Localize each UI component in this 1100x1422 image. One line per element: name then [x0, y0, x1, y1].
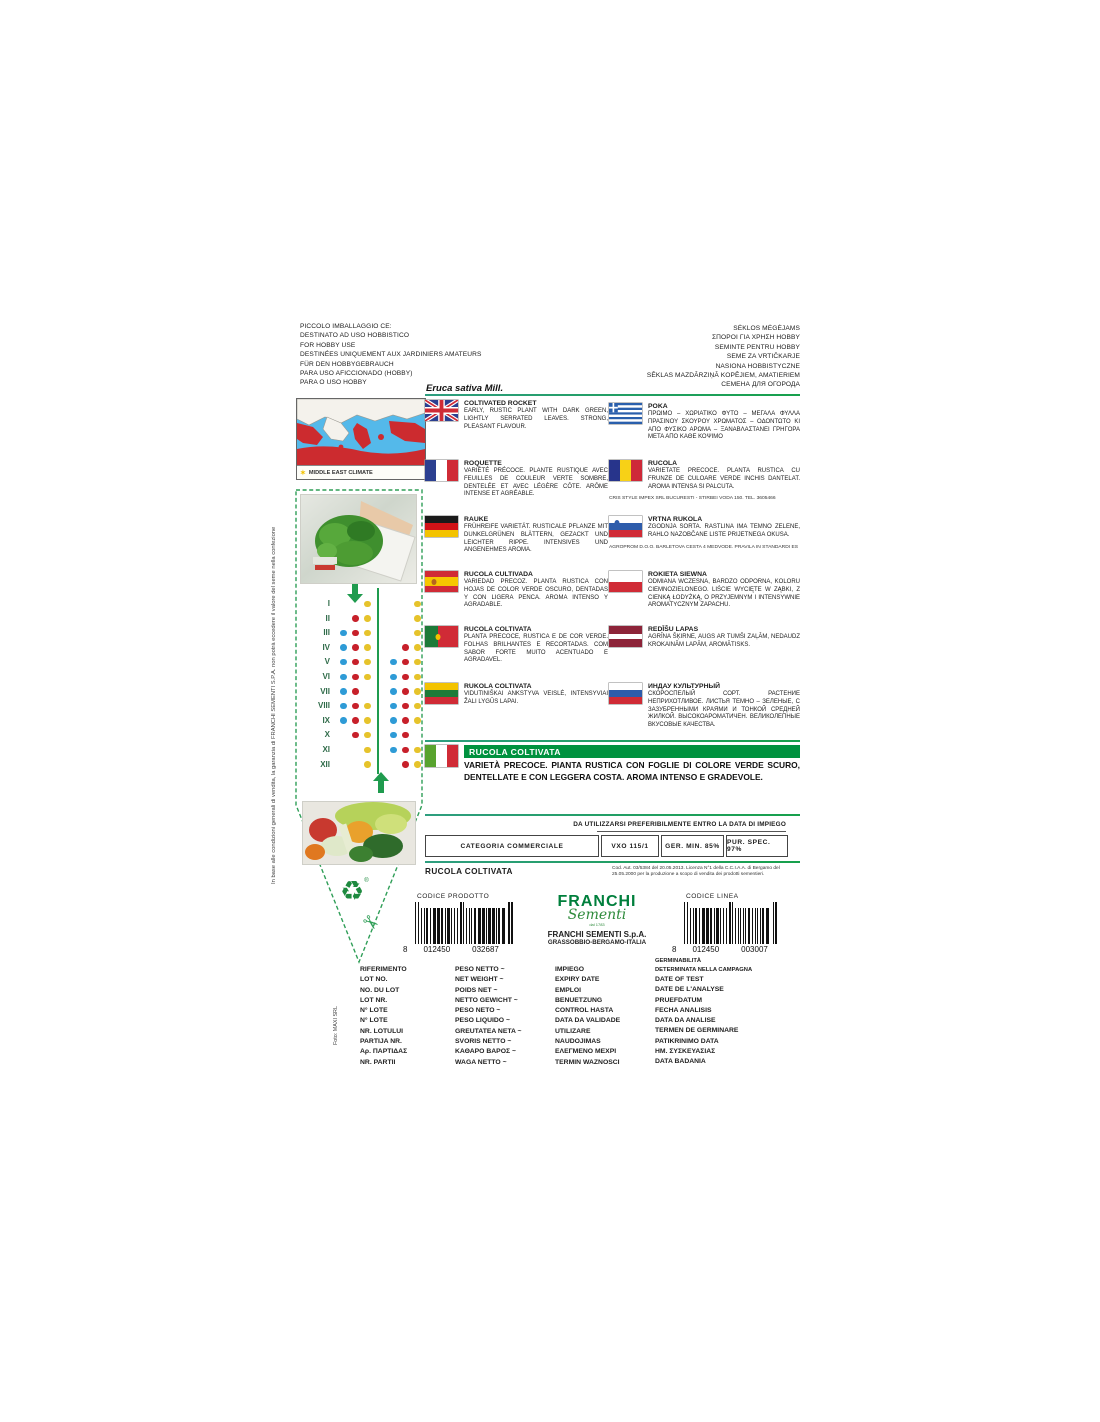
barcode-bar [454, 908, 455, 944]
footer-field-label: DETERMINATA NELLA CAMPAGNA [655, 967, 753, 973]
climate-map [296, 398, 426, 480]
barcode-bar [474, 908, 477, 944]
footer-field-label: DATA DA ANALISE [655, 1017, 716, 1025]
calendar-month-label: I [327, 599, 330, 608]
lot-box: VXO 115/1 [601, 835, 659, 857]
calendar-harvest-dot [402, 688, 409, 695]
hobby-use-notes-left [300, 322, 481, 388]
barcode-bar [755, 908, 756, 944]
barcode-bar [702, 908, 705, 944]
distributor-note: CRIS STYLE IMPEX SRL BUCURESTI - STIRBEI VODA 150. TEL. 3605466 [609, 496, 776, 502]
barcode-bar [752, 908, 753, 944]
barcode-bar [729, 902, 730, 944]
language-block-portuguese [425, 626, 608, 665]
calendar-month-label: IX [322, 715, 330, 725]
commercial-category-box: CATEGORIA COMMERCIALE [425, 835, 599, 857]
barcode-bar [732, 902, 733, 944]
barcode-bar [463, 902, 464, 944]
logo-since: dal 1783 [589, 922, 605, 927]
calendar-harvest-dot [414, 717, 421, 724]
barcode-bar [418, 902, 419, 944]
language-title: RAUKE [464, 516, 489, 523]
purity-box: PUR. SPEC. 97% [726, 835, 788, 857]
footer-field-label: GREUTATEA NETA ~ [455, 1027, 522, 1035]
barcode-bar [723, 908, 724, 944]
latvia-flag [609, 626, 642, 647]
logo-script-wordmark: Sementi [567, 907, 627, 923]
calendar-sowing-dot [340, 659, 347, 666]
calendar-month-label: VI [322, 672, 330, 681]
calendar-harvest-dot [414, 615, 421, 622]
footer-col-lot-reference [360, 965, 407, 1068]
barcode-bar [441, 908, 443, 944]
barcode-bar [693, 908, 694, 944]
franchi-logo [537, 894, 657, 947]
calendar-sowing-dot [340, 644, 347, 651]
calendar-harvest-dot [390, 674, 397, 681]
footer-field-label: IMPIEGO [555, 966, 585, 973]
barcode-bar [426, 908, 428, 944]
calendar-sowing-dot [364, 761, 371, 768]
poland-flag [609, 571, 642, 592]
hobby-note-line: FÜR DEN HOBBYGEBRAUCH [300, 360, 394, 368]
barcode-bar [498, 908, 500, 944]
language-text: FRÜHREIFE VARIETÄT. RUSTICALE PFLANZE MIT DUNKELGRÜNEN BLÄTTERN, GEZACKT UND LEICHTER RIPPE. INTENSIVES UND ANGENEHMES AROMA. [464, 524, 608, 554]
footer-field-label: NETTO GEWICHT ~ [455, 996, 518, 1004]
barcode-bar [775, 902, 776, 944]
line-barcode [672, 893, 832, 954]
germination-box: GER. MIN. 85% [661, 835, 724, 857]
lithuania-flag [425, 683, 458, 704]
footer-field-label: SVORIS NETTO ~ [455, 1038, 512, 1046]
barcode-bar [508, 902, 509, 944]
calendar-sowing-dot [364, 703, 371, 710]
footer-field-label: EXPIRY DATE [555, 976, 600, 984]
footer-field-label: ΕΛΕΓΜΕΝΟ ΜΕΧΡΙ [555, 1048, 617, 1056]
footer-field-label: GERMINABILITÀ [655, 958, 702, 964]
calendar-month-label: II [325, 613, 330, 623]
footer-field-label: NAUDOJIMAS [555, 1038, 601, 1046]
greece-flag [609, 403, 642, 424]
footer-field-label: PATIKRINIMO DATA [655, 1037, 719, 1045]
calendar-harvest-dot [390, 659, 397, 666]
barcode-lead-digit: 8 [403, 945, 408, 954]
calendar-harvest-dot [402, 732, 409, 739]
language-title: VRTNA RUKOLA [648, 516, 703, 523]
barcode-bar [714, 908, 715, 944]
slovenia-flag [609, 516, 642, 537]
footer-field-label: DATE DE L'ANALYSE [655, 986, 724, 994]
barcode-bar [690, 908, 691, 944]
packet-photo [300, 494, 417, 584]
calendar-harvest-dot [390, 732, 397, 739]
calendar-sowing-dot [352, 688, 359, 695]
barcode-bar [720, 908, 721, 944]
language-block-latvian [609, 626, 800, 650]
calendar-sowing-dot [364, 615, 371, 622]
climate-map-graphic [297, 399, 425, 465]
italian-description [425, 745, 800, 783]
calendar-sowing-dot [364, 601, 371, 608]
barcode-bar [760, 908, 761, 944]
barcode-bar [421, 908, 422, 944]
barcode-group2: 032687 [472, 945, 499, 954]
hobby-note-line: DESTINÉES UNIQUEMENT AUX JARDINIERS AMATEURS [300, 351, 482, 359]
calendar-harvest-dot [414, 601, 421, 608]
calendar-sowing-dot [352, 615, 359, 622]
language-title: RUCOLA [648, 460, 678, 467]
barcode-bar [710, 908, 712, 944]
calendar-harvest-dot [402, 644, 409, 651]
footer-field-label: FECHA ANALISIS [655, 1006, 712, 1014]
barcode-bar [757, 908, 758, 944]
calendar-harvest-dot [414, 761, 421, 768]
language-block-german [425, 516, 608, 555]
barcode-bar [706, 908, 709, 944]
calendar-harvest-dot [402, 761, 409, 768]
sow-arrow-shaft [352, 584, 358, 594]
footer-field-label: TERMEN DE GERMINARE [655, 1027, 739, 1035]
divider-below-boxes [425, 861, 800, 863]
footer-field-label: ΚΑΘΑΡΟ ΒΑΡΟΣ ~ [455, 1048, 516, 1056]
language-text: EARLY, RUSTIC PLANT WITH DARK GREEN, LIGHTLY SERRATED LEAVES. STRONG, PLEASANT FLAVOUR. [464, 408, 608, 430]
hobby-note-line: ΣΠΟΡΟΙ ΓΙΑ ΧΡΗΣΗ HOBBY [712, 334, 800, 342]
product-name: RUCOLA COLTIVATA [425, 867, 513, 876]
footer-col-germination-date [655, 957, 752, 1068]
calendar-sowing-dot [340, 688, 347, 695]
footer-field-label: NO. DU LOT [360, 986, 400, 994]
calendar-sowing-dot [364, 644, 371, 651]
calendar-month-label: VII [320, 686, 330, 696]
footer-field-label: NR. LOTULUI [360, 1027, 404, 1035]
barcode-bar [445, 908, 446, 944]
flag-emblem [436, 634, 441, 640]
language-title: COLTIVATED ROCKET [464, 400, 537, 407]
language-text: PLANTA PRECOCE, RUSTICA E DE COR VERDE. FOLHAS BRILHANTES E RECORTADAS. COM SABOR FORTE MUITO ACENTUADO E AGRADAVEL. [464, 634, 608, 664]
company-name: FRANCHI SEMENTI S.p.A. [547, 930, 647, 939]
calendar-harvest-dot [414, 688, 421, 695]
flag-emblem [615, 520, 620, 526]
barcode-bar [743, 908, 744, 944]
calendar-month-label: V [324, 657, 330, 667]
language-title: ИНДАУ КУЛЬТУРНЫЙ [648, 683, 721, 690]
calendar-sowing-dot [364, 717, 371, 724]
barcode-bar [735, 908, 736, 944]
map-caption [297, 465, 425, 479]
map-caption-label: MIDDLE EAST CLIMATE [308, 469, 373, 476]
distributor-note: AGROPROM D.O.O. BARLETOVA CESTA 4 MEDVODE. PRAVILA IN STANDARDI ES [609, 544, 798, 550]
calendar-sowing-dot [364, 659, 371, 666]
divider-above-italian [425, 740, 800, 742]
language-text: VARIEDAD PRECOZ. PLANTA RUSTICA CON HOJAS DE COLOR VERDE OSCURO, DENTADAS Y CON LIGERA PENCA. AROMA INTENSO Y AGRADABLE. [464, 579, 608, 609]
barcode-group1: 012450 [423, 945, 451, 954]
legal-text: Cod. Aut. 03/5384 del 20.05.2013. Licenza N°1 della C.C.I.A.A. di Bergamo del 25.05.2000 per la produzione a scopo di vendita dei prodotti sementieri. [612, 866, 780, 877]
recycle-icon: ♻® [340, 876, 369, 906]
calendar-harvest-dot [414, 703, 421, 710]
footer-field-label: PESO LIQUIDO ~ [455, 1017, 510, 1025]
barcode-bar [687, 902, 688, 944]
barcode-bar [748, 908, 751, 944]
footer-field-label: ΗΜ. ΣΥΣΚΕΥΑΣΙΑΣ [655, 1048, 716, 1056]
barcode-bar [457, 908, 458, 944]
language-block-lithuanian [425, 683, 608, 707]
calendar-divider-line [377, 588, 379, 774]
footer-field-label: PESO NETO ~ [455, 1007, 501, 1015]
hobby-note-line: PARA O USO HOBBY [300, 379, 367, 387]
species-divider [425, 394, 800, 396]
hobby-note-line: СЕМЕНА ДЛЯ ОГОРОДА [721, 381, 800, 389]
language-text: AGRĪNA ŠĶIRNE, AUGS AR TUMŠI ZAĻĀM, NEDAUDZ KROKAINĀM LAPĀM, AROMĀTISKS. [648, 634, 800, 648]
language-block-greek [609, 403, 800, 442]
language-text: VARIÉTÉ PRÉCOCE. PLANTE RUSTIQUE AVEC FEUILLES DE COULEUR VERTE SOMBRE, DENTELÉE ET AVEC LÉGÈRE CÔTE. ARÔME INTENSE ET AGRÉABLE. [464, 468, 608, 498]
harvest-arrow-shaft [378, 781, 384, 793]
barcode-bar [684, 902, 685, 944]
barcode-bar [699, 908, 700, 944]
language-block-polish [609, 571, 800, 610]
barcode-bar [424, 908, 425, 944]
calendar-harvest-dot [402, 747, 409, 754]
hobby-note-line: SĖKLOS MĖGĖJAMS [733, 325, 800, 332]
calendar-sowing-dot [352, 717, 359, 724]
language-block-spanish [425, 571, 608, 610]
calendar-sowing-dot [364, 630, 371, 637]
hobby-note-line: SEMINTE PENTRU HOBBY [714, 343, 800, 351]
italy-flag [425, 745, 458, 767]
calendar-harvest-dot [402, 674, 409, 681]
footer-field-label: LOT NR. [360, 996, 388, 1004]
barcode-bar [492, 908, 495, 944]
footer-field-label: WAGA NETTO ~ [455, 1058, 507, 1066]
barcode-bar [451, 908, 452, 944]
hobby-note-line: NASIONA HOBBISTYCZNE [715, 362, 800, 370]
barcode-bar [740, 908, 741, 944]
species-title: Eruca sativa Mill. [426, 383, 504, 394]
sun-icon: ✶ [300, 469, 306, 477]
footer-field-label: NET WEIGHT ~ [455, 976, 504, 984]
calendar-sowing-dot [340, 630, 347, 637]
footer-col-net-weight [455, 965, 522, 1068]
calendar-sowing-dot [352, 630, 359, 637]
calendar-month-label: VIII [317, 701, 330, 711]
footer-field-label: N° LOTE [360, 1017, 388, 1025]
calendar-sowing-dot [352, 644, 359, 651]
footer-field-label: PESO NETTO ~ [455, 966, 505, 973]
line-code-label: CODICE LINEA [686, 893, 739, 900]
hobby-note-line: PARA USO AFICCIONADO (HOBBY) [300, 370, 413, 378]
calendar-sowing-dot [364, 747, 371, 754]
guarantee-vertical-text: In base alle condizioni generali di vendita, la garanzia di FRANCHI SEMENTI S.P.A. non potrà eccedere il valore del seme nella confezione [271, 526, 277, 884]
barcode-bar [511, 902, 512, 944]
language-title: ROQUETTE [464, 460, 502, 467]
language-title: ROKIETA SIEWNA [648, 571, 707, 578]
italian-description-text: VARIETÀ PRECOCE. PIANTA RUSTICA CON FOGLIE DI COLORE VERDE SCURO, DENTELLATE E CON LEGGERA COSTA. AROMA INTENSO E GRADEVOLE. [464, 760, 800, 782]
vegetables-photo [302, 801, 416, 865]
language-title: ΡΟΚΑ [648, 403, 668, 410]
language-text: ODMIANA WCZESNA, BARDZO ODPORNA, KOLORU CIEMNOZIELONEGO. LIŚCIE WYCIĘTE W ZĄBKI, Z CIENKĄ ŁODYŻKĄ, O PRZYJEMNYM I INTENSYWNIE AROMATYCZNYM ZAPACHU. [648, 579, 800, 609]
language-text: СКОРОСПЕЛЫЙ СОРТ. РАСТЕНИЕ НЕПРИХОТЛИВОЕ. ЛИСТЬЯ ТЕМНО – ЗЕЛЕНЫЕ, С ЗАЗУБРЕННЫМИ КРАЯМИ И ТОНКОЙ СРЕДНЕЙ ЖИЛКОЙ. ВЫСОКОАРОМАТИЧЕН. ВЕЛИКОЛЕПНЫЕ ВКУСОВЫЕ КАЧЕСТВА. [648, 691, 800, 729]
barcode-bar [460, 902, 461, 944]
calendar-harvest-dot [414, 674, 421, 681]
calendar-harvest-dot [414, 659, 421, 666]
calendar-harvest-dot [390, 717, 397, 724]
sow-arrow-icon [347, 594, 363, 603]
footer-field-label: NR. PARTII [360, 1058, 396, 1066]
calendar-month-label: IV [322, 642, 330, 652]
footer-field-label: DATA DA VALIDADE [555, 1017, 621, 1025]
line-barcode-digits [672, 945, 832, 954]
calendar-harvest-dot [414, 747, 421, 754]
photo-credit: Foto: MAXI SRL [333, 1006, 339, 1045]
hobby-note-line: PICCOLO IMBALLAGGIO CE: [300, 323, 392, 330]
logo-wordmark: FRANCHI [557, 893, 637, 910]
barcode-bar [471, 908, 472, 944]
calendar-sowing-dot [364, 732, 371, 739]
harvest-arrow-icon [373, 772, 389, 781]
language-title: REDĪŠU LAPAS [648, 626, 699, 633]
hobby-note-line: FOR HOBBY USE [300, 341, 356, 349]
footer-field-label: CONTROL HASTA [555, 1007, 614, 1015]
barcode-bar [482, 908, 485, 944]
calendar-harvest-dot [390, 747, 397, 754]
footer-field-label: POIDS NET ~ [455, 986, 498, 994]
calendar-harvest-dot [402, 703, 409, 710]
calendar-harvest-dot [414, 644, 421, 651]
product-code-label: CODICE PRODOTTO [417, 893, 490, 900]
company-address: GRASSOBBIO-BERGAMO-ITALIA [547, 939, 647, 946]
barcode-bar [773, 902, 774, 944]
language-block-slovenian [609, 516, 800, 550]
italy-flag [425, 745, 464, 767]
barcode-lead-digit: 8 [672, 945, 677, 954]
footer-field-label: DATA BADANIA [655, 1058, 706, 1066]
barcode-bar [726, 908, 727, 944]
footer-col-expiry [555, 965, 620, 1068]
barcode-bar [502, 908, 505, 944]
footer-field-label: DATE OF TEST [655, 976, 704, 983]
line-barcode-bars [672, 902, 832, 944]
language-text: ΠΡΩΙΜΟ – ΧΩΡΙΑΤΙΚΟ ΦΥΤΟ – ΜΕΓΑΛΑ ΦΥΛΛΑ ΠΡΑΣΙΝΟΥ ΣΚΟΥΡΟΥ ΧΡΩΜΑΤΟΣ – ΟΔΟΝΤΩΤΟ ΚΙ ΑΠΟ ΦΥΣΙΚΟ ΑΡΩΜΑ – ΞΑΝΑΒΛΑΣΤΑΝΕΙ ΓΡΗΓΟΡΑ ΜΕΤΑ ΑΠΟ ΚΑΘΕ ΚΟΨΙΜΟ [648, 411, 800, 441]
footer-field-label: LOT NO. [360, 976, 388, 984]
language-text: ZGODNJA SORTA. RASTLINA IMA TEMNO ZELENE, RAHLO NAZOBČANE LISTE PRIJETNEGA OKUSA. [648, 524, 800, 538]
hobby-note-line: SEME ZA VRTIČKARJE [726, 353, 800, 361]
spain-flag [425, 571, 458, 592]
barcode-bar [496, 908, 497, 944]
footer-field-label: RIFERIMENTO [360, 966, 407, 973]
calendar-month-label: X [324, 730, 330, 740]
footer-field-label: EMPLOI [555, 986, 582, 994]
portugal-flag [425, 626, 458, 647]
barcode-bar [447, 908, 450, 944]
barcode-bar [738, 908, 739, 944]
barcode-bar [762, 908, 764, 944]
calendar-sowing-dot [352, 732, 359, 739]
calendar-month-label: XII [320, 759, 330, 769]
language-block-russian [609, 683, 800, 730]
calendar-harvest-dot [402, 717, 409, 724]
use-by-underline [597, 831, 786, 832]
russia-flag [609, 683, 642, 704]
calendar-sowing-dot [340, 674, 347, 681]
flag-emblem [432, 579, 437, 585]
barcode-group2: 003007 [741, 945, 768, 954]
language-block-romanian [609, 460, 800, 501]
uk-flag [425, 400, 458, 421]
barcode-bar [695, 908, 697, 944]
vegetables-photo-graphic [303, 802, 415, 864]
barcode-bar [469, 908, 470, 944]
footer-field-label: TERMIN WAZNOSCI [555, 1058, 620, 1066]
language-block-french [425, 460, 608, 499]
calendar-sowing-dot [340, 717, 347, 724]
barcode-bar [745, 908, 746, 944]
barcode-bar [437, 908, 440, 944]
packet-photo-graphic [301, 495, 416, 583]
language-block-english [425, 400, 608, 431]
germany-flag [425, 516, 458, 537]
scissors-icon: ✂ [357, 910, 383, 937]
footer-field-label: Αρ. ΠΑΡΤΙΔΑΣ [360, 1048, 408, 1056]
divider-above-commercial [425, 814, 800, 816]
language-text: VIDUTINIŠKAI ANKSTYVA VEISLĖ, INTENSYVIAI ŽALI LYGŪS LAPAI. [464, 691, 608, 705]
calendar-month-label: III [323, 628, 330, 638]
footer-field-label: PRUEFDATUM [655, 996, 703, 1004]
barcode-bar [415, 902, 416, 944]
footer-field-label: N° LOTE [360, 1007, 388, 1015]
calendar-harvest-dot [390, 688, 397, 695]
romania-flag [609, 460, 642, 481]
language-title: RUCOLA CULTIVADA [464, 571, 533, 578]
barcode-group1: 012450 [692, 945, 720, 954]
calendar-harvest-dot [390, 703, 397, 710]
calendar-sowing-dot [352, 703, 359, 710]
barcode-bar [433, 908, 436, 944]
barcode-bar [716, 908, 719, 944]
calendar-harvest-dot [414, 630, 421, 637]
barcode-bar [430, 908, 431, 944]
barcode-bar [488, 908, 491, 944]
calendar-sowing-dot [352, 674, 359, 681]
footer-field-label: UTILIZARE [555, 1027, 591, 1035]
barcode-bar [466, 908, 467, 944]
hobby-note-line: DESTINATO AD USO HOBBISTICO [300, 332, 410, 340]
calendar-sowing-dot [340, 703, 347, 710]
footer-field-label: BENUETZUNG [555, 996, 603, 1004]
calendar-month-label: XI [322, 745, 330, 754]
hobby-use-notes-right [540, 324, 800, 390]
language-title: RUCOLA COLTIVATA [464, 626, 532, 633]
hobby-note-line: SĒKLAS MAZDĀRZIŅĀ KOPĒJIEM, AMATIERIEM [646, 372, 800, 380]
barcode-bar [486, 908, 487, 944]
france-flag [425, 460, 458, 481]
calendar-sowing-dot [352, 659, 359, 666]
italian-title-band: RUCOLA COLTIVATA [464, 745, 800, 758]
language-text: VARIETATE PRECOCE. PLANTA RUSTICA CU FRUNZE DE CULOARE VERDE INCHIS DANTELAT. AROMA INTENSA SI PALCUTA. [648, 468, 800, 490]
barcode-bar [478, 908, 481, 944]
barcode-bar [766, 908, 769, 944]
footer-field-label: PARTIJA NR. [360, 1038, 402, 1046]
calendar-harvest-dot [402, 659, 409, 666]
language-title: RUKOLA COLTIVATA [464, 683, 532, 690]
calendar-sowing-dot [364, 674, 371, 681]
use-by-note: DA UTILIZZARSI PREFERIBILMENTE ENTRO LA DATA DI IMPIEGO [573, 821, 786, 828]
